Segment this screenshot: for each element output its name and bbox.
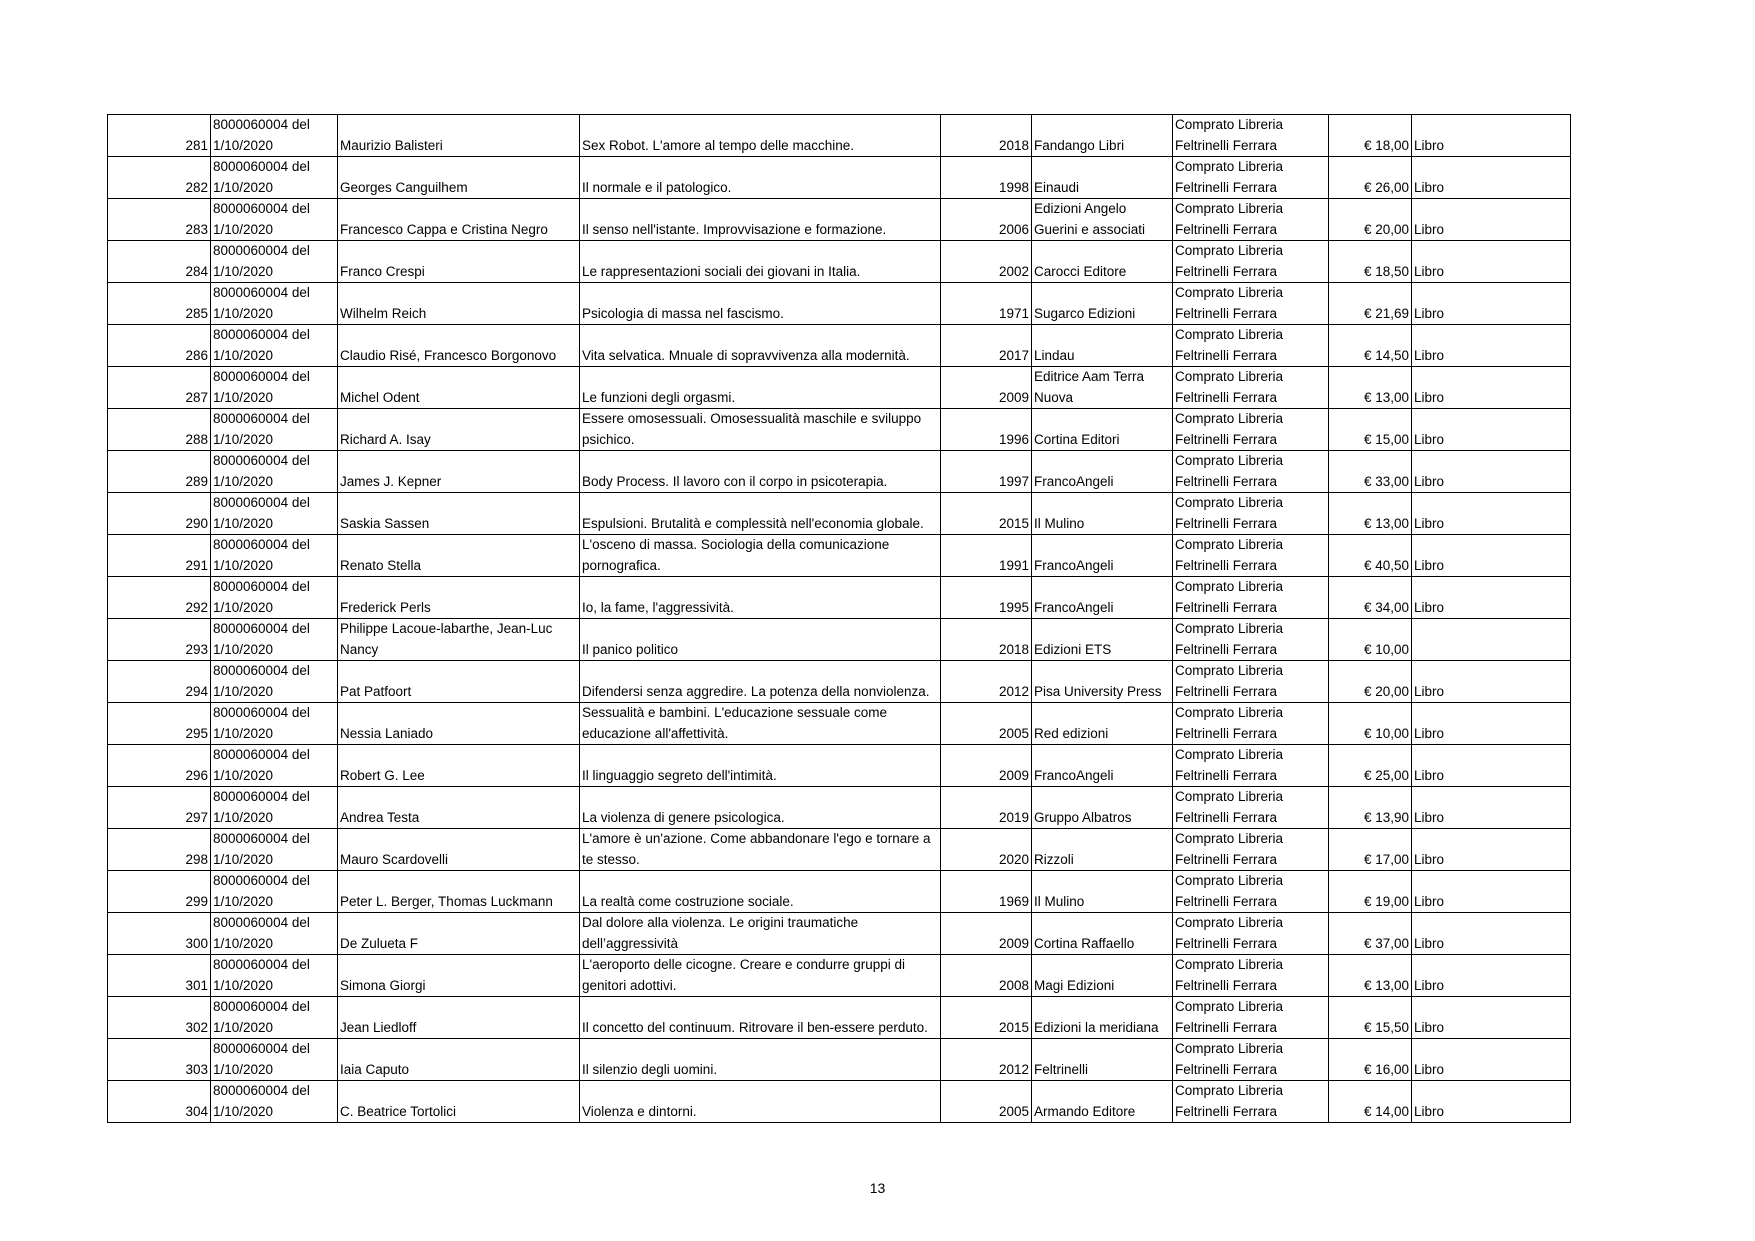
author-cell: Renato Stella — [338, 535, 580, 577]
row-number-cell: 295 — [108, 703, 211, 745]
author-cell: Philippe Lacoue-labarthe, Jean-Luc Nancy — [338, 619, 580, 661]
publisher-cell: Red edizioni — [1032, 703, 1173, 745]
table-row — [108, 871, 1571, 913]
price-cell: € 13,00 — [1329, 367, 1412, 409]
type-cell: Libro — [1412, 997, 1571, 1039]
author-cell: Wilhelm Reich — [338, 283, 580, 325]
year-cell: 2012 — [941, 661, 1032, 703]
table-row — [108, 1039, 1571, 1081]
year-cell: 2005 — [941, 703, 1032, 745]
publisher-cell: Carocci Editore — [1032, 241, 1173, 283]
document-ref-cell: 8000060004 del 1/10/2020 — [211, 871, 338, 913]
type-cell: Libro — [1412, 913, 1571, 955]
publisher-cell: Fandango Libri — [1032, 115, 1173, 157]
row-number-cell: 282 — [108, 157, 211, 199]
document-ref-cell: 8000060004 del 1/10/2020 — [211, 409, 338, 451]
row-number-cell: 294 — [108, 661, 211, 703]
publisher-cell: FrancoAngeli — [1032, 535, 1173, 577]
publisher-cell: Pisa University Press — [1032, 661, 1173, 703]
table-row — [108, 787, 1571, 829]
row-number-cell: 288 — [108, 409, 211, 451]
table-row — [108, 619, 1571, 661]
price-cell: € 20,00 — [1329, 661, 1412, 703]
author-cell: C. Beatrice Tortolici — [338, 1081, 580, 1123]
title-cell: Il linguaggio segreto dell'intimità. — [580, 745, 941, 787]
price-cell: € 15,00 — [1329, 409, 1412, 451]
year-cell: 1995 — [941, 577, 1032, 619]
price-cell: € 40,50 — [1329, 535, 1412, 577]
title-cell: Dal dolore alla violenza. Le origini traumatiche dell’aggressività — [580, 913, 941, 955]
table-row — [108, 661, 1571, 703]
row-number-cell: 300 — [108, 913, 211, 955]
row-number-cell: 285 — [108, 283, 211, 325]
type-cell: Libro — [1412, 409, 1571, 451]
price-cell: € 10,00 — [1329, 619, 1412, 661]
author-cell: Andrea Testa — [338, 787, 580, 829]
title-cell: Body Process. Il lavoro con il corpo in psicoterapia. — [580, 451, 941, 493]
price-cell: € 13,00 — [1329, 955, 1412, 997]
row-number-cell: 293 — [108, 619, 211, 661]
document-ref-cell: 8000060004 del 1/10/2020 — [211, 703, 338, 745]
title-cell: Sessualità e bambini. L'educazione sessuale come educazione all'affettività. — [580, 703, 941, 745]
year-cell: 2005 — [941, 1081, 1032, 1123]
source-cell: Comprato Libreria Feltrinelli Ferrara — [1173, 493, 1329, 535]
title-cell: La realtà come costruzione sociale. — [580, 871, 941, 913]
table-row — [108, 493, 1571, 535]
row-number-cell: 304 — [108, 1081, 211, 1123]
price-cell: € 25,00 — [1329, 745, 1412, 787]
publisher-cell: Rizzoli — [1032, 829, 1173, 871]
title-cell: Essere omosessuali. Omosessualità maschile e sviluppo psichico. — [580, 409, 941, 451]
title-cell: Vita selvatica. Mnuale di sopravvivenza alla modernità. — [580, 325, 941, 367]
table-row — [108, 577, 1571, 619]
document-ref-cell: 8000060004 del 1/10/2020 — [211, 199, 338, 241]
price-cell: € 21,69 — [1329, 283, 1412, 325]
type-cell — [1412, 619, 1571, 661]
publisher-cell: Il Mulino — [1032, 493, 1173, 535]
type-cell: Libro — [1412, 157, 1571, 199]
price-cell: € 14,50 — [1329, 325, 1412, 367]
row-number-cell: 290 — [108, 493, 211, 535]
source-cell: Comprato Libreria Feltrinelli Ferrara — [1173, 913, 1329, 955]
publisher-cell: Lindau — [1032, 325, 1173, 367]
price-cell: € 10,00 — [1329, 703, 1412, 745]
source-cell: Comprato Libreria Feltrinelli Ferrara — [1173, 955, 1329, 997]
document-ref-cell: 8000060004 del 1/10/2020 — [211, 745, 338, 787]
title-cell: Il senso nell'istante. Improvvisazione e formazione. — [580, 199, 941, 241]
source-cell: Comprato Libreria Feltrinelli Ferrara — [1173, 409, 1329, 451]
year-cell: 2019 — [941, 787, 1032, 829]
table-row — [108, 1081, 1571, 1123]
document-ref-cell: 8000060004 del 1/10/2020 — [211, 913, 338, 955]
document-ref-cell: 8000060004 del 1/10/2020 — [211, 577, 338, 619]
row-number-cell: 303 — [108, 1039, 211, 1081]
publisher-cell: Sugarco Edizioni — [1032, 283, 1173, 325]
title-cell: Difendersi senza aggredire. La potenza della nonviolenza. — [580, 661, 941, 703]
document-ref-cell: 8000060004 del 1/10/2020 — [211, 157, 338, 199]
table-row — [108, 157, 1571, 199]
document-ref-cell: 8000060004 del 1/10/2020 — [211, 955, 338, 997]
title-cell: Il panico politico — [580, 619, 941, 661]
title-cell: Il silenzio degli uomini. — [580, 1039, 941, 1081]
row-number-cell: 298 — [108, 829, 211, 871]
table-row — [108, 997, 1571, 1039]
source-cell: Comprato Libreria Feltrinelli Ferrara — [1173, 577, 1329, 619]
year-cell: 2020 — [941, 829, 1032, 871]
type-cell: Libro — [1412, 829, 1571, 871]
source-cell: Comprato Libreria Feltrinelli Ferrara — [1173, 829, 1329, 871]
year-cell: 2006 — [941, 199, 1032, 241]
author-cell: Nessia Laniado — [338, 703, 580, 745]
type-cell: Libro — [1412, 199, 1571, 241]
table-row — [108, 913, 1571, 955]
year-cell: 2018 — [941, 619, 1032, 661]
type-cell: Libro — [1412, 241, 1571, 283]
title-cell: Espulsioni. Brutalità e complessità nell'economia globale. — [580, 493, 941, 535]
document-ref-cell: 8000060004 del 1/10/2020 — [211, 283, 338, 325]
author-cell: Robert G. Lee — [338, 745, 580, 787]
author-cell: Mauro Scardovelli — [338, 829, 580, 871]
publisher-cell: Cortina Editori — [1032, 409, 1173, 451]
author-cell: Richard A. Isay — [338, 409, 580, 451]
table-row — [108, 535, 1571, 577]
type-cell: Libro — [1412, 703, 1571, 745]
document-ref-cell: 8000060004 del 1/10/2020 — [211, 661, 338, 703]
source-cell: Comprato Libreria Feltrinelli Ferrara — [1173, 745, 1329, 787]
price-cell: € 26,00 — [1329, 157, 1412, 199]
table-row — [108, 325, 1571, 367]
title-cell: Il concetto del continuum. Ritrovare il ben-essere perduto. — [580, 997, 941, 1039]
author-cell: Simona Giorgi — [338, 955, 580, 997]
author-cell: Claudio Risé, Francesco Borgonovo — [338, 325, 580, 367]
row-number-cell: 291 — [108, 535, 211, 577]
source-cell: Comprato Libreria Feltrinelli Ferrara — [1173, 997, 1329, 1039]
type-cell: Libro — [1412, 661, 1571, 703]
title-cell: L'aeroporto delle cicogne. Creare e condurre gruppi di genitori adottivi. — [580, 955, 941, 997]
row-number-cell: 281 — [108, 115, 211, 157]
source-cell: Comprato Libreria Feltrinelli Ferrara — [1173, 535, 1329, 577]
document-ref-cell: 8000060004 del 1/10/2020 — [211, 829, 338, 871]
price-cell: € 18,00 — [1329, 115, 1412, 157]
table-row — [108, 703, 1571, 745]
year-cell: 2008 — [941, 955, 1032, 997]
source-cell: Comprato Libreria Feltrinelli Ferrara — [1173, 1039, 1329, 1081]
table-row — [108, 283, 1571, 325]
document-ref-cell: 8000060004 del 1/10/2020 — [211, 367, 338, 409]
author-cell: Michel Odent — [338, 367, 580, 409]
source-cell: Comprato Libreria Feltrinelli Ferrara — [1173, 787, 1329, 829]
type-cell: Libro — [1412, 955, 1571, 997]
document-ref-cell: 8000060004 del 1/10/2020 — [211, 451, 338, 493]
row-number-cell: 283 — [108, 199, 211, 241]
title-cell: La violenza di genere psicologica. — [580, 787, 941, 829]
type-cell: Libro — [1412, 283, 1571, 325]
source-cell: Comprato Libreria Feltrinelli Ferrara — [1173, 199, 1329, 241]
type-cell: Libro — [1412, 1039, 1571, 1081]
source-cell: Comprato Libreria Feltrinelli Ferrara — [1173, 283, 1329, 325]
year-cell: 1969 — [941, 871, 1032, 913]
source-cell: Comprato Libreria Feltrinelli Ferrara — [1173, 241, 1329, 283]
publisher-cell: FrancoAngeli — [1032, 745, 1173, 787]
source-cell: Comprato Libreria Feltrinelli Ferrara — [1173, 115, 1329, 157]
price-cell: € 34,00 — [1329, 577, 1412, 619]
year-cell: 2017 — [941, 325, 1032, 367]
year-cell: 2002 — [941, 241, 1032, 283]
table-row — [108, 367, 1571, 409]
table-row — [108, 451, 1571, 493]
title-cell: Violenza e dintorni. — [580, 1081, 941, 1123]
title-cell: Io, la fame, l'aggressività. — [580, 577, 941, 619]
title-cell: Il normale e il patologico. — [580, 157, 941, 199]
author-cell: De Zulueta F — [338, 913, 580, 955]
publisher-cell: FrancoAngeli — [1032, 577, 1173, 619]
table-row — [108, 241, 1571, 283]
type-cell: Libro — [1412, 451, 1571, 493]
publisher-cell: Cortina Raffaello — [1032, 913, 1173, 955]
document-ref-cell: 8000060004 del 1/10/2020 — [211, 325, 338, 367]
price-cell: € 15,50 — [1329, 997, 1412, 1039]
table-body — [108, 115, 1571, 1123]
title-cell: Sex Robot. L'amore al tempo delle macchine. — [580, 115, 941, 157]
row-number-cell: 284 — [108, 241, 211, 283]
source-cell: Comprato Libreria Feltrinelli Ferrara — [1173, 619, 1329, 661]
document-ref-cell: 8000060004 del 1/10/2020 — [211, 493, 338, 535]
document-ref-cell: 8000060004 del 1/10/2020 — [211, 1039, 338, 1081]
source-cell: Comprato Libreria Feltrinelli Ferrara — [1173, 157, 1329, 199]
purchase-table — [107, 114, 1571, 1123]
publisher-cell: FrancoAngeli — [1032, 451, 1173, 493]
document-ref-cell: 8000060004 del 1/10/2020 — [211, 535, 338, 577]
row-number-cell: 296 — [108, 745, 211, 787]
author-cell: Saskia Sassen — [338, 493, 580, 535]
type-cell: Libro — [1412, 325, 1571, 367]
year-cell: 2009 — [941, 913, 1032, 955]
source-cell: Comprato Libreria Feltrinelli Ferrara — [1173, 1081, 1329, 1123]
price-cell: € 13,90 — [1329, 787, 1412, 829]
document-ref-cell: 8000060004 del 1/10/2020 — [211, 619, 338, 661]
type-cell: Libro — [1412, 871, 1571, 913]
title-cell: Psicologia di massa nel fascismo. — [580, 283, 941, 325]
type-cell: Libro — [1412, 787, 1571, 829]
row-number-cell: 302 — [108, 997, 211, 1039]
type-cell: Libro — [1412, 1081, 1571, 1123]
source-cell: Comprato Libreria Feltrinelli Ferrara — [1173, 367, 1329, 409]
document-ref-cell: 8000060004 del 1/10/2020 — [211, 787, 338, 829]
row-number-cell: 289 — [108, 451, 211, 493]
author-cell: Georges Canguilhem — [338, 157, 580, 199]
title-cell: L'osceno di massa. Sociologia della comunicazione pornografica. — [580, 535, 941, 577]
author-cell: Iaia Caputo — [338, 1039, 580, 1081]
table-row — [108, 745, 1571, 787]
type-cell: Libro — [1412, 577, 1571, 619]
type-cell: Libro — [1412, 745, 1571, 787]
document-ref-cell: 8000060004 del 1/10/2020 — [211, 997, 338, 1039]
publisher-cell: Edizioni ETS — [1032, 619, 1173, 661]
author-cell: Peter L. Berger, Thomas Luckmann — [338, 871, 580, 913]
document-ref-cell: 8000060004 del 1/10/2020 — [211, 241, 338, 283]
row-number-cell: 299 — [108, 871, 211, 913]
row-number-cell: 287 — [108, 367, 211, 409]
year-cell: 1997 — [941, 451, 1032, 493]
source-cell: Comprato Libreria Feltrinelli Ferrara — [1173, 661, 1329, 703]
year-cell: 1991 — [941, 535, 1032, 577]
type-cell: Libro — [1412, 115, 1571, 157]
publisher-cell: Magi Edizioni — [1032, 955, 1173, 997]
author-cell: Jean Liedloff — [338, 997, 580, 1039]
price-cell: € 17,00 — [1329, 829, 1412, 871]
author-cell: Frederick Perls — [338, 577, 580, 619]
document-ref-cell: 8000060004 del 1/10/2020 — [211, 115, 338, 157]
author-cell: Maurizio Balisteri — [338, 115, 580, 157]
type-cell: Libro — [1412, 535, 1571, 577]
author-cell: Franco Crespi — [338, 241, 580, 283]
table-row — [108, 829, 1571, 871]
author-cell: Pat Patfoort — [338, 661, 580, 703]
price-cell: € 18,50 — [1329, 241, 1412, 283]
year-cell: 1998 — [941, 157, 1032, 199]
row-number-cell: 292 — [108, 577, 211, 619]
publisher-cell: Edizioni Angelo Guerini e associati — [1032, 199, 1173, 241]
row-number-cell: 297 — [108, 787, 211, 829]
source-cell: Comprato Libreria Feltrinelli Ferrara — [1173, 703, 1329, 745]
source-cell: Comprato Libreria Feltrinelli Ferrara — [1173, 871, 1329, 913]
publisher-cell: Il Mulino — [1032, 871, 1173, 913]
price-cell: € 20,00 — [1329, 199, 1412, 241]
year-cell: 2009 — [941, 745, 1032, 787]
document-ref-cell: 8000060004 del 1/10/2020 — [211, 1081, 338, 1123]
price-cell: € 19,00 — [1329, 871, 1412, 913]
year-cell: 2015 — [941, 493, 1032, 535]
price-cell: € 16,00 — [1329, 1039, 1412, 1081]
source-cell: Comprato Libreria Feltrinelli Ferrara — [1173, 325, 1329, 367]
year-cell: 2012 — [941, 1039, 1032, 1081]
source-cell: Comprato Libreria Feltrinelli Ferrara — [1173, 451, 1329, 493]
publisher-cell: Editrice Aam Terra Nuova — [1032, 367, 1173, 409]
table-row — [108, 199, 1571, 241]
row-number-cell: 301 — [108, 955, 211, 997]
year-cell: 1996 — [941, 409, 1032, 451]
publisher-cell: Gruppo Albatros — [1032, 787, 1173, 829]
publisher-cell: Edizioni la meridiana — [1032, 997, 1173, 1039]
table-row — [108, 955, 1571, 997]
table-row — [108, 115, 1571, 157]
publisher-cell: Einaudi — [1032, 157, 1173, 199]
year-cell: 1971 — [941, 283, 1032, 325]
author-cell: Francesco Cappa e Cristina Negro — [338, 199, 580, 241]
publisher-cell: Feltrinelli — [1032, 1039, 1173, 1081]
author-cell: James J. Kepner — [338, 451, 580, 493]
year-cell: 2015 — [941, 997, 1032, 1039]
type-cell: Libro — [1412, 493, 1571, 535]
price-cell: € 37,00 — [1329, 913, 1412, 955]
title-cell: Le rappresentazioni sociali dei giovani in Italia. — [580, 241, 941, 283]
price-cell: € 14,00 — [1329, 1081, 1412, 1123]
year-cell: 2018 — [941, 115, 1032, 157]
price-cell: € 33,00 — [1329, 451, 1412, 493]
page-number: 13 — [869, 1180, 886, 1196]
year-cell: 2009 — [941, 367, 1032, 409]
type-cell: Libro — [1412, 367, 1571, 409]
title-cell: Le funzioni degli orgasmi. — [580, 367, 941, 409]
table-row — [108, 409, 1571, 451]
publisher-cell: Armando Editore — [1032, 1081, 1173, 1123]
row-number-cell: 286 — [108, 325, 211, 367]
price-cell: € 13,00 — [1329, 493, 1412, 535]
title-cell: L'amore è un'azione. Come abbandonare l'ego e tornare a te stesso. — [580, 829, 941, 871]
